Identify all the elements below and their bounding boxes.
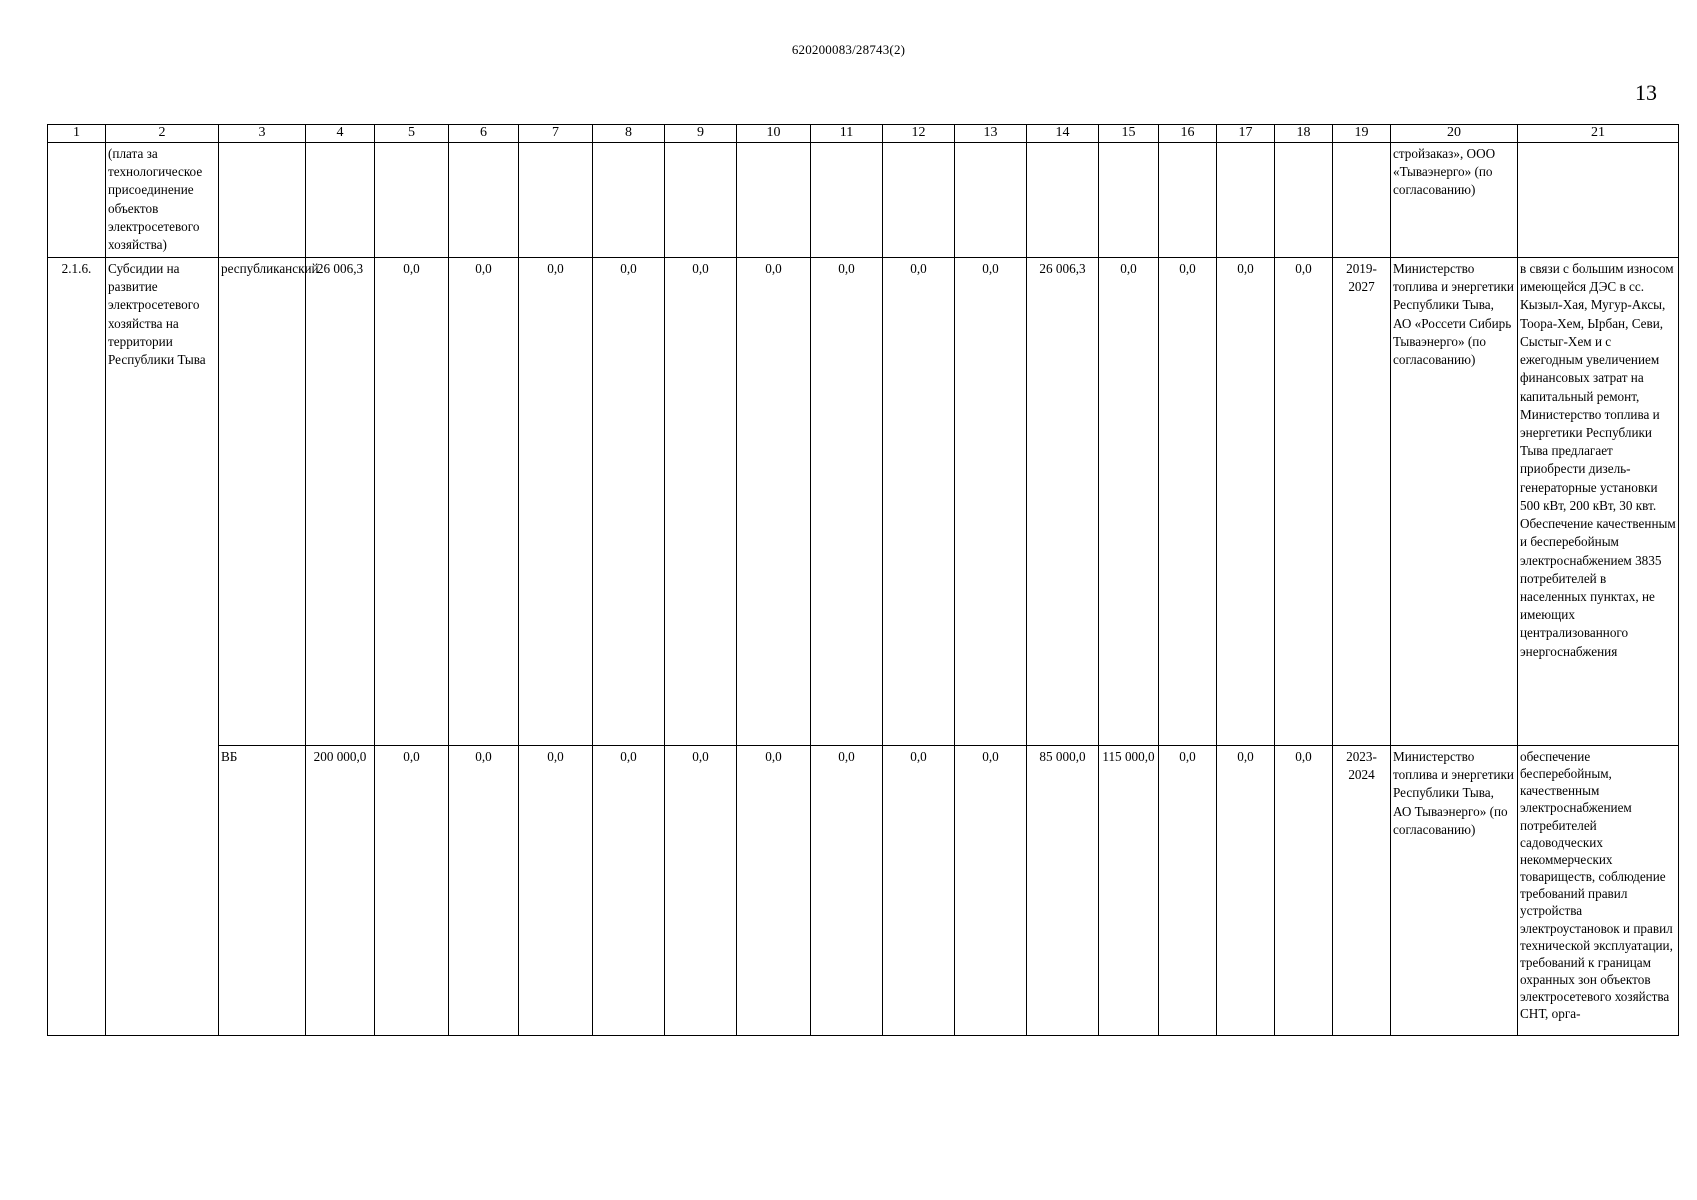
cell-value: 0,0 (375, 258, 449, 746)
column-header: 9 (665, 125, 737, 143)
column-number-row (48, 125, 1679, 143)
cell-value: 0,0 (449, 746, 519, 1036)
cell-measure-name: (плата за технологическое присоединение объектов электросетевого хозяйства) (106, 143, 219, 258)
cell-value: 0,0 (593, 746, 665, 1036)
cell (306, 143, 375, 258)
cell-value: 0,0 (1217, 746, 1275, 1036)
cell-value: 26 006,3 (1027, 258, 1099, 746)
cell-value: 0,0 (449, 258, 519, 746)
cell-funding-source: ВБ (219, 746, 306, 1036)
cell-value: 0,0 (1159, 258, 1217, 746)
table-row (48, 746, 1679, 1036)
cell-value: 0,0 (1275, 746, 1333, 1036)
cell-note: в связи с большим износом имеющейся ДЭС в сс. Кызыл-Хая, Мугур-Аксы, Тоора-Хем, Ырбан, Севи, Сыстыг-Хем и с ежегодным увеличением финансовых затрат на капитальный ремонт, Министерство топлива и энергетики Республики Тыва предлагает приобрести дизель-генераторные установки 500 кВт, 200 кВт, 30 квт. Обеспечение качественным и бесперебойным электроснабжением 3835 потребителей в населенных пунктах, не имеющих централизованного энергоснабжения (1518, 258, 1679, 746)
cell-item-number (48, 143, 106, 258)
cell (1099, 143, 1159, 258)
cell (665, 143, 737, 258)
cell-value: 0,0 (955, 258, 1027, 746)
cell-value: 0,0 (811, 746, 883, 1036)
cell (519, 143, 593, 258)
column-header: 1 (48, 125, 106, 143)
column-header: 14 (1027, 125, 1099, 143)
cell (219, 143, 306, 258)
cell-value: 0,0 (737, 258, 811, 746)
cell-value: 0,0 (737, 746, 811, 1036)
cell-period: 2023-2024 (1333, 746, 1391, 1036)
column-header: 10 (737, 125, 811, 143)
cell (883, 143, 955, 258)
column-header: 18 (1275, 125, 1333, 143)
column-header: 21 (1518, 125, 1679, 143)
cell (449, 143, 519, 258)
column-header: 6 (449, 125, 519, 143)
cell-value: 0,0 (955, 746, 1027, 1036)
cell-value: 0,0 (883, 746, 955, 1036)
cell-value: 0,0 (665, 258, 737, 746)
cell (375, 143, 449, 258)
cell-note (1518, 143, 1679, 258)
column-header: 8 (593, 125, 665, 143)
cell-item-number: 2.1.6. (48, 258, 106, 1036)
cell-executor: Министерство топлива и энергетики Республики Тыва, АО Тываэнерго» (по согласованию) (1391, 746, 1518, 1036)
cell (1275, 143, 1333, 258)
cell-value: 0,0 (1217, 258, 1275, 746)
column-header: 2 (106, 125, 219, 143)
document-id: 620200083/28743(2) (791, 42, 906, 57)
column-header: 15 (1099, 125, 1159, 143)
cell (1159, 143, 1217, 258)
cell (593, 143, 665, 258)
cell-value: 0,0 (883, 258, 955, 746)
cell-total: 200 000,0 (306, 746, 375, 1036)
cell-funding-source: республиканский (219, 258, 306, 746)
cell (1333, 143, 1391, 258)
cell-value: 0,0 (519, 258, 593, 746)
cell (1027, 143, 1099, 258)
cell-value: 0,0 (1159, 746, 1217, 1036)
cell-period: 2019-2027 (1333, 258, 1391, 746)
cell (955, 143, 1027, 258)
cell (811, 143, 883, 258)
cell-value: 0,0 (375, 746, 449, 1036)
cell (1217, 143, 1275, 258)
cell-value: 85 000,0 (1027, 746, 1099, 1036)
cell-value: 0,0 (811, 258, 883, 746)
cell-value: 0,0 (1275, 258, 1333, 746)
column-header: 11 (811, 125, 883, 143)
column-header: 16 (1159, 125, 1217, 143)
program-table (47, 124, 1679, 1036)
cell-total: 26 006,3 (306, 258, 375, 746)
column-header: 7 (519, 125, 593, 143)
cell-value: 115 000,0 (1099, 746, 1159, 1036)
cell-value: 0,0 (519, 746, 593, 1036)
column-header: 17 (1217, 125, 1275, 143)
column-header: 5 (375, 125, 449, 143)
column-header: 4 (306, 125, 375, 143)
column-header: 13 (955, 125, 1027, 143)
table-row (48, 258, 1679, 746)
cell-value: 0,0 (593, 258, 665, 746)
cell-executor: Министерство топлива и энергетики Республики Тыва, АО «Россети Сибирь Тываэнерго» (по согласованию) (1391, 258, 1518, 746)
table-row-continuation (48, 143, 1679, 258)
column-header: 12 (883, 125, 955, 143)
column-header: 3 (219, 125, 306, 143)
column-header: 19 (1333, 125, 1391, 143)
column-header: 20 (1391, 125, 1518, 143)
cell-executor: стройзаказ», ООО «Тываэнерго» (по согласованию) (1391, 143, 1518, 258)
cell-note: обеспечение бесперебойным, качественным электроснабжением потребителей садоводческих некоммерческих товариществ, соблюдение требований правил устройства электроустановок и правил технической эксплуатации, требований к границам охранных зон объектов электросетевого хозяйства СНТ, орга- (1518, 746, 1679, 1036)
cell-value: 0,0 (665, 746, 737, 1036)
cell-value: 0,0 (1099, 258, 1159, 746)
cell (737, 143, 811, 258)
cell-measure-name: Субсидии на развитие электросетевого хозяйства на территории Республики Тыва (106, 258, 219, 1036)
page-number: 13 (1635, 80, 1657, 105)
